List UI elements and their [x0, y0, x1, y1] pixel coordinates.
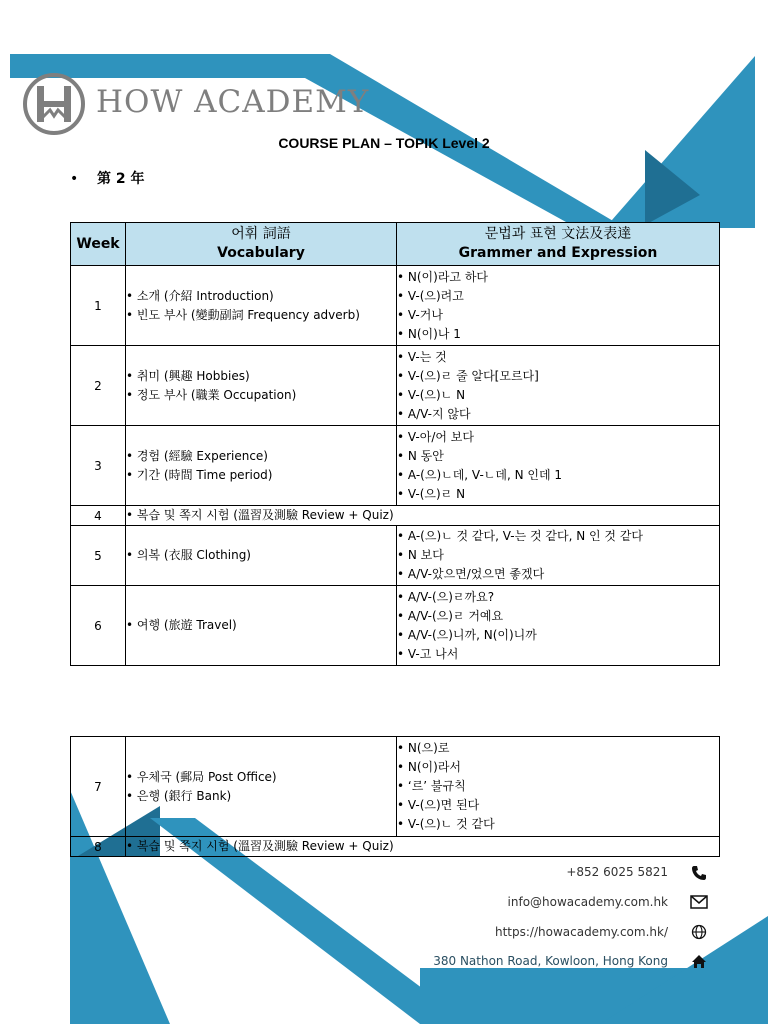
list-item: • 의복 (衣服 Clothing)	[126, 548, 251, 562]
list-item: • A-(으)ㄴ 것 같다, V-는 것 같다, N 인 것 같다	[397, 529, 643, 543]
list-item: • N(이)라서	[397, 760, 462, 774]
list-item: • V-(으)ㄹ N	[397, 486, 466, 501]
how-academy-logo-icon	[22, 72, 86, 136]
list-item: • N 보다	[397, 548, 444, 562]
list-item: • V-거나	[397, 307, 443, 322]
week-number: 1	[71, 266, 126, 346]
list-item: • V-(으)ㄴ 것 같다	[397, 817, 495, 831]
table-row	[71, 586, 720, 666]
list-item: • V-(으)면 된다	[397, 798, 480, 812]
week-number: 4	[71, 506, 126, 526]
week-number: 7	[71, 737, 126, 837]
table-row	[71, 737, 720, 837]
course-plan-table-continued	[70, 736, 720, 857]
list-item: • V-(으)ㄹ 줄 알다[모르다]	[397, 368, 539, 383]
list-item: • 취미 (興趣 Hobbies)	[126, 368, 250, 383]
week-number: 3	[71, 426, 126, 506]
grammar-cell	[397, 737, 720, 837]
list-item: • 복습 및 쪽지 시험 (溫習及測驗 Review + Quiz)	[126, 839, 394, 853]
course-plan-table	[70, 222, 720, 666]
website-link[interactable]: https://howacademy.com.hk/	[494, 925, 668, 939]
mail-icon	[689, 893, 709, 911]
list-item: • N(이)라고 하다	[397, 269, 489, 284]
list-item: • 우체국 (郵局 Post Office)	[126, 769, 277, 784]
vocabulary-cell	[126, 586, 397, 666]
week-number: 8	[71, 837, 126, 857]
grammar-cell	[397, 346, 720, 426]
week-number: 2	[71, 346, 126, 426]
list-item: • 정도 부사 (職業 Occupation)	[126, 387, 297, 402]
phone-icon	[689, 864, 709, 882]
grammar-cell	[397, 526, 720, 586]
year-heading-text: 第 2 年	[97, 171, 145, 187]
phone-number: +852 6025 5821	[566, 865, 668, 879]
email-link[interactable]: info@howacademy.com.hk	[507, 895, 668, 909]
list-item: • V-아/어 보다	[397, 429, 474, 444]
table-row	[71, 506, 720, 526]
list-item: • A-(으)ㄴ데, V-ㄴ데, N 인데 1	[397, 467, 563, 482]
week-number: 6	[71, 586, 126, 666]
table-row	[71, 837, 720, 857]
grammar-cell	[397, 266, 720, 346]
table-row	[71, 346, 720, 426]
vocabulary-cell	[126, 266, 397, 346]
list-item: • V-(으)려고	[397, 288, 464, 303]
bullet: •	[70, 171, 79, 187]
list-item: • N(으)로	[397, 741, 450, 755]
address-text: 380 Nathon Road, Kowloon, Hong Kong	[433, 954, 668, 968]
list-item: • 복습 및 쪽지 시험 (溫習及測驗 Review + Quiz)	[126, 508, 394, 522]
table-row	[71, 526, 720, 586]
page-title: COURSE PLAN – TOPIK Level 2	[278, 135, 490, 151]
grammar-cell	[397, 586, 720, 666]
list-item: • ‘르’ 불규칙	[397, 779, 466, 793]
list-item: • 빈도 부사 (變動副詞 Frequency adverb)	[126, 307, 360, 322]
review-quiz-cell	[126, 506, 720, 526]
list-item: • V-고 나서	[397, 646, 459, 661]
review-quiz-cell	[126, 837, 720, 857]
table-row	[71, 426, 720, 506]
vocabulary-cell	[126, 426, 397, 506]
list-item: • V-(으)ㄴ N	[397, 387, 466, 402]
list-item: • A/V-(으)니까, N(이)니까	[397, 627, 537, 642]
list-item: • A/V-(으)ㄹ 거예요	[397, 608, 504, 623]
table-row	[71, 266, 720, 346]
list-item: • 은행 (銀行 Bank)	[126, 788, 232, 803]
table-header-row	[71, 223, 720, 266]
brand-name: HOW ACADEMY	[96, 84, 370, 120]
list-item: • V-는 것	[397, 349, 447, 364]
list-item: • 기간 (時間 Time period)	[126, 467, 273, 482]
list-item: • 소개 (介紹 Introduction)	[126, 288, 274, 303]
list-item: • A/V-지 않다	[397, 406, 471, 421]
home-icon	[689, 952, 709, 970]
week-header: Week	[71, 223, 126, 266]
vocabulary-header: 어휘 詞語 Vocabulary	[126, 223, 397, 266]
list-item: • A/V-(으)ㄹ까요?	[397, 589, 495, 604]
vocabulary-cell	[126, 737, 397, 837]
grammar-header: 문법과 표현 文法及表達 Grammer and Expression	[397, 223, 720, 266]
year-heading	[70, 168, 145, 188]
list-item: • 경험 (經驗 Experience)	[126, 448, 268, 463]
vocabulary-cell	[126, 346, 397, 426]
list-item: • N 동안	[397, 448, 444, 463]
list-item: • A/V-았으면/었으면 좋겠다	[397, 567, 545, 581]
week-number: 5	[71, 526, 126, 586]
globe-icon	[689, 923, 709, 941]
grammar-cell	[397, 426, 720, 506]
list-item: • 여행 (旅遊 Travel)	[126, 618, 237, 632]
list-item: • N(이)나 1	[397, 326, 461, 341]
vocabulary-cell	[126, 526, 397, 586]
